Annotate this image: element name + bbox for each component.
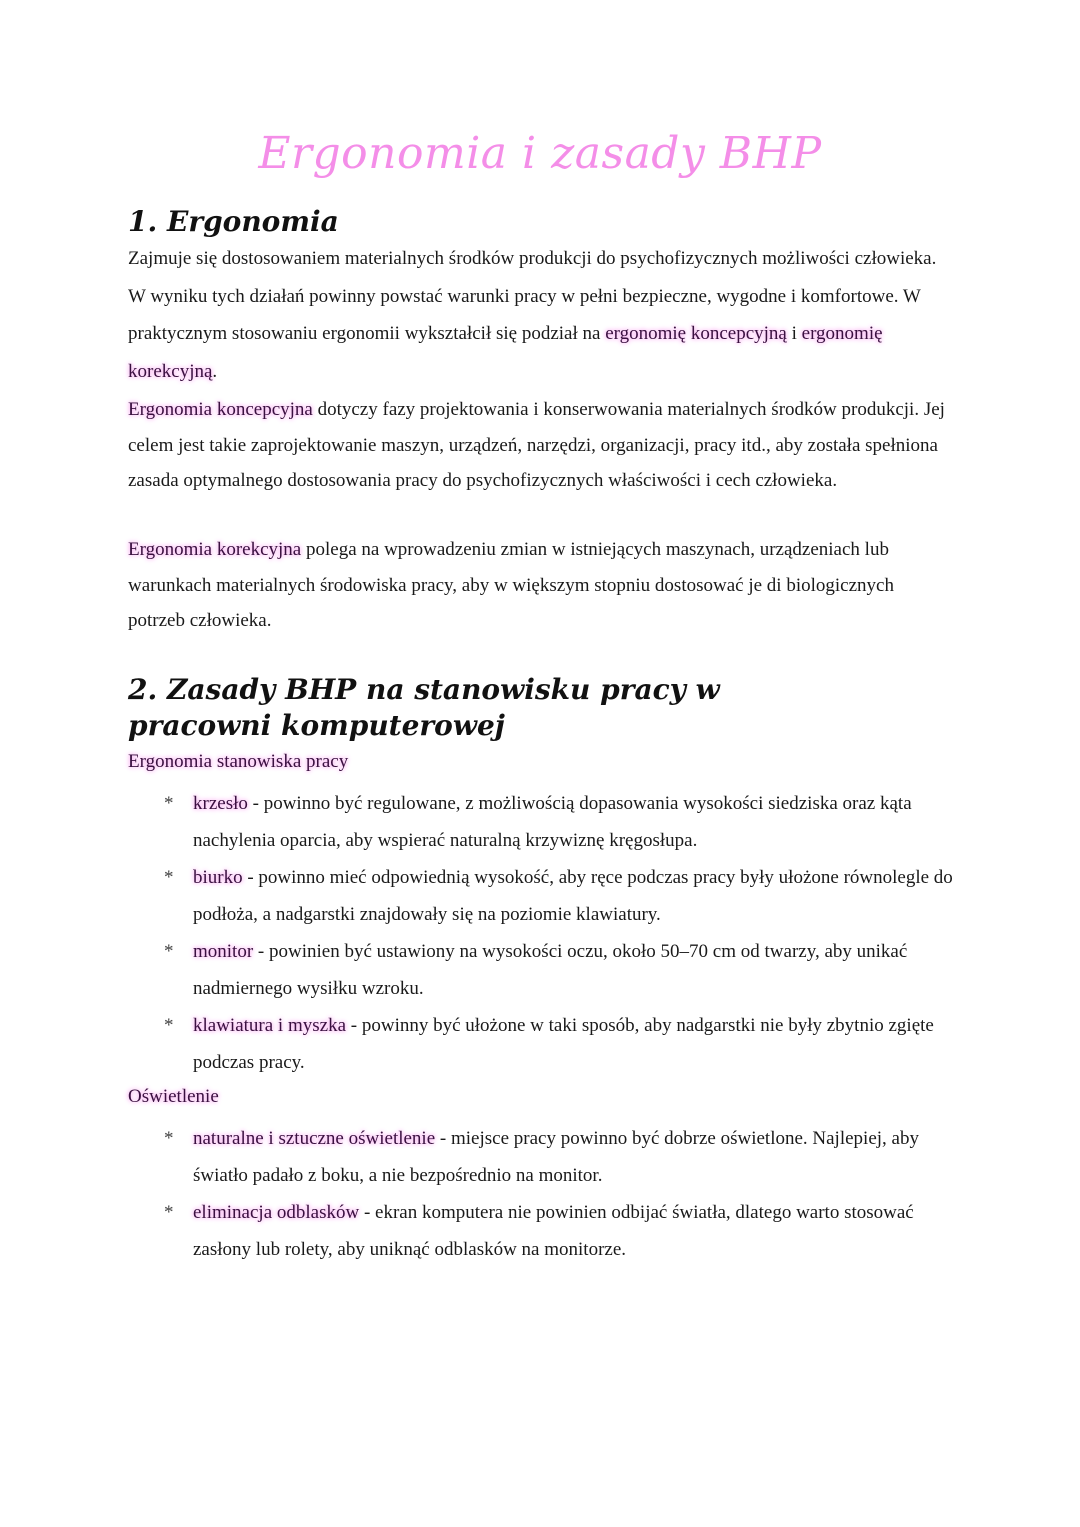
paragraph-koncepcyjna [128, 392, 953, 499]
text: Zajmuje się dostosowaniem materialnych środków produkcji do psychofizycznych możliwości człowieka. W wyniku tych działań powinny powstać warunki pracy w pełni bezpieczne, wygodne i komfortowe. W praktycznym stosowaniu ergonomii wykształcił się podział na [128, 248, 937, 344]
bullet-icon: * [164, 793, 174, 814]
list-item [128, 785, 958, 859]
bullet-icon: * [164, 867, 174, 888]
paragraph-korekcyjna [128, 532, 953, 639]
text: - miejsce pracy powinno być dobrze oświetlone. Najlepiej, aby światło padało z boku, a nie bezpośrednio na monitor. [193, 1128, 919, 1186]
text: dotyczy fazy projektowania i konserwowania materialnych środków produkcji. Jej celem jest takie zaprojektowanie maszyn, urządzeń, narzędzi, organizacji, pracy itd., aby została spełniona zasada optymalnego dostosowania pracy do psychofizycznych właściwości i cech człowieka. [128, 399, 945, 491]
paragraph-intro [128, 240, 953, 390]
highlight-term: klawiatura i myszka [193, 1015, 347, 1036]
highlight-term: krzesło [193, 793, 248, 814]
bullet-icon: * [164, 1015, 174, 1036]
text: - ekran komputera nie powinien odbijać światła, dlatego warto stosować zasłony lub rolety, aby uniknąć odblasków na monitorze. [193, 1202, 914, 1260]
list-item [128, 859, 958, 933]
list-item [128, 1007, 958, 1081]
highlight-term: ergonomię koncepcyjną [605, 323, 787, 344]
text: . [212, 360, 218, 382]
highlight-term: biurko [193, 867, 243, 888]
list-item [128, 1120, 958, 1194]
text: - powinno być regulowane, z możliwością dopasowania wysokości siedziska oraz kąta nachylenia oparcia, aby wspierać naturalną krzywiznę kręgosłupa. [193, 793, 912, 851]
list-ergonomia [128, 785, 958, 1081]
text: polega na wprowadzeniu zmian w istniejących maszynach, urządzeniach lub warunkach materialnych środowiska pracy, aby w większym stopniu dostosować je di biologicznych potrzeb człowieka. [128, 539, 894, 631]
text: - powinien być ustawiony na wysokości oczu, około 50–70 cm od twarzy, aby unikać nadmiernego wysiłku wzroku. [193, 941, 908, 999]
bullet-icon: * [164, 1128, 174, 1149]
highlight-term: Ergonomia koncepcyjna [128, 399, 313, 420]
list-item [128, 1194, 958, 1268]
highlight-term: ergonomię korekcyjną [128, 323, 883, 382]
text: - powinno mieć odpowiednią wysokość, aby ręce podczas pracy były ułożone równolegle do podłoża, a nadgarstki znajdowały się na poziomie klawiatury. [193, 867, 953, 925]
section-heading-bhp: 2. Zasady BHP na stanowisku pracy w pracowni komputerowej [128, 673, 720, 742]
section-heading-ergonomia: 1. Ergonomia [128, 205, 339, 238]
highlight-term: Ergonomia korekcyjna [128, 539, 302, 560]
list-item [128, 933, 958, 1007]
bullet-icon: * [164, 1202, 174, 1223]
document-title: Ergonomia i zasady BHP [258, 128, 822, 179]
text: - powinny być ułożone w taki sposób, aby nadgarstki nie były zbytnio zgięte podczas pracy. [193, 1015, 934, 1073]
highlight-term: naturalne i sztuczne oświetlenie [193, 1128, 436, 1149]
subheading-ergonomia-stanowiska: Ergonomia stanowiska pracy [128, 751, 349, 772]
list-oswietlenie [128, 1120, 958, 1268]
highlight-term: monitor [193, 941, 254, 962]
text: i [786, 323, 802, 344]
subheading-oswietlenie: Oświetlenie [128, 1086, 219, 1107]
bullet-icon: * [164, 941, 174, 962]
highlight-term: eliminacja odblasków [193, 1202, 360, 1223]
